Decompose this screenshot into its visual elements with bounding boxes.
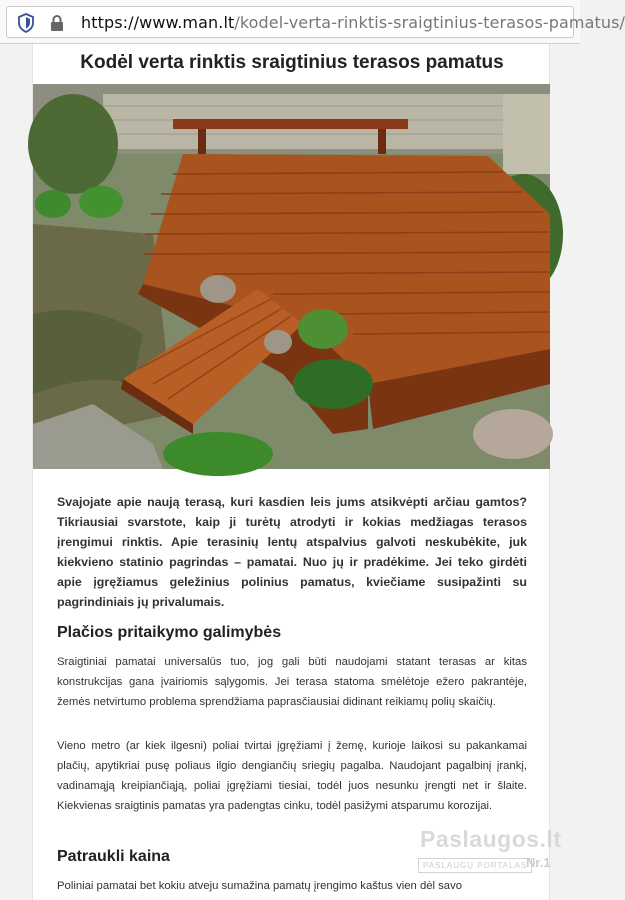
address-bar[interactable]: [6, 6, 625, 38]
tracking-protection-shield-icon[interactable]: [17, 13, 35, 33]
browser-toolbar: [0, 0, 625, 44]
section-heading-applications: Plačios pritaikymo galimybės: [57, 624, 282, 641]
paragraph-applications-1: Sraigtiniai pamatai universalūs tuo, jog gali būti naudojami statant terasas ar kitas konstrukcijas gana įvairiomis sąlygomis. Jei terasa statoma smėlėtoje ežero pakrantėje, žemės netvirtumo problema sprendžiama paprasčiausiai didinant reikiamų polių skaičių.: [57, 656, 527, 708]
url-path: /kodel-verta-rinktis-sraigtinius-terasos-pamatus/: [234, 13, 625, 32]
watermark-brand: Paslaugos.lt: [420, 826, 562, 852]
terrace-photo: [33, 84, 550, 469]
secure-lock-icon[interactable]: [49, 13, 65, 33]
url-host: https://www.man.lt: [81, 13, 235, 32]
paragraph-applications-2: Vieno metro (ar kiek ilgesni) poliai tvirtai įgręžiami į žemę, kurioje laikosi su pakankamai plačių, apytikriai pusę poliaus ilgio dengiančių sriegių pagalba. Naudojant pagalbinį įrankį, vadinamąją kreipiančiąją, poliai įgręžiami tiesiai, todėl juos nesunku įrengti net ir šlaite. Kiekvienas sraigtinis pamatas yra padengtas cinku, todėl pasižymi atsparumu korozijai.: [57, 740, 527, 812]
watermark-badge: Nr.1: [526, 855, 551, 870]
paragraph-price-1: Poliniai pamatai bet kokiu atveju sumažina pamatų įrengimo kaštus vien dėl savo: [57, 880, 463, 892]
watermark-tagline: PASLAUGŲ PORTALAS: [418, 858, 532, 873]
article-title: Kodėl verta rinktis sraigtinius terasos pamatus: [80, 52, 504, 73]
article-page: [32, 44, 550, 900]
url-text[interactable]: [81, 13, 625, 33]
paslaugos-watermark: [412, 826, 562, 878]
article-lead: Svajojate apie naują terasą, kuri kasdien leis jums atsikvėpti arčiau gamtos? Tikriausiai svarstote, kaip ji turėtų atrodyti ir kokias medžiagas terasos įrengimui rinktis. Apie terasinių lentų atspalvius galvoti neskubėkite, juk kiekvieno statinio pagrindas – pamatai. Nuo jų ir pradėkime. Jei teko girdėti apie įgręžiamus geležinius polinius pamatus, kviečiame susipažinti su pagrindiniais jų privalumais.: [57, 495, 527, 609]
section-heading-price: Patraukli kaina: [57, 848, 170, 865]
